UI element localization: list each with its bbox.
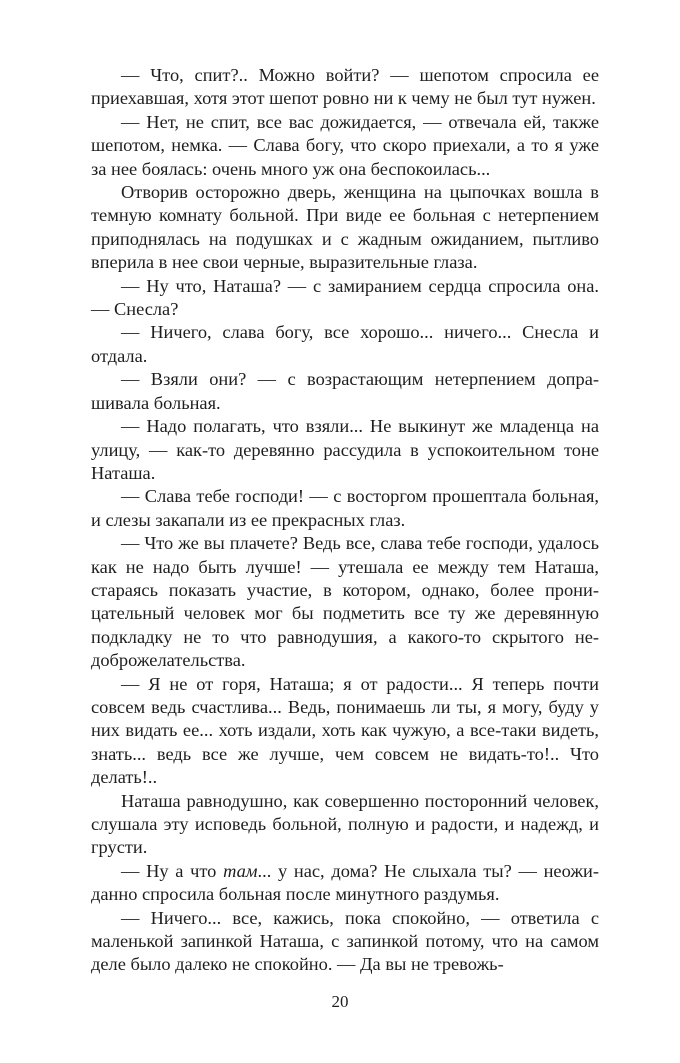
main-text — [91, 64, 599, 977]
paragraph-12-after: ... у нас, дома? Не слыхала ты? — неожиданно спросила больная после минутного раздумья. — [91, 860, 599, 905]
paragraph-1: — Что, спит?.. Можно войти? — шепотом спросила ее приехавшая, хотя этот шепот ровно ни к чему не был тут нужен. — [91, 65, 599, 109]
paragraph-7: — Надо полагать, что взяли... Не выкинут же младенца на улицу, — как-то деревянно рассудила в успокоительном тоне Наташа. — [91, 416, 599, 483]
paragraph-9: — Что же вы плачете? Ведь все, слава тебе господи, удалось как не надо быть лучше! — утешала ее между тем Наташа, стараясь показать участие, в котором, однако, более проницательный человек мог бы подметить все ту же деревянную подкладку не то что равнодушия, а какого-то скрытого недоброжелательства. — [91, 533, 599, 671]
page-number: 20 — [331, 992, 349, 1011]
paragraph-5: — Ничего, слава богу, все хорошо... ничего... Снесла и отдала. — [91, 322, 599, 366]
paragraph-10: — Я не от горя, Наташа; я от радости... Я теперь почти совсем ведь счастлива... Ведь, понимаешь ли ты, я могу, буду у них видать ее... хоть издали, хоть как чужую, а все-таки видеть, знать... ведь все же лучше, чем совсем не видать-то!.. Что делать!.. — [91, 673, 599, 788]
paragraph-3: Отворив осторожно дверь, женщина на цыпочках вошла в темную комнату больной. При виде ее больная с нетерпением приподнялась на подушках и с жадным ожиданием, пытливо вперила в нее свои черные, выразительные глаза. — [91, 182, 599, 273]
paragraph-13: — Ничего... все, кажись, пока спокойно, — ответила с маленькой запинкой Наташа, с запинкой потому, что на самом деле было далеко не спокойно. — Да вы не тревожь- — [91, 907, 599, 975]
paragraph-8: — Слава тебе господи! — с восторгом прошептала больная, и слезы закапали из ее прекрасных глаз. — [91, 486, 599, 530]
paragraph-11: Наташа равнодушно, как совершенно посторонний человек, слушала эту исповедь больной, полную и радости, и надежд, и грусти. — [91, 790, 599, 858]
paragraph-12-italic: там — [223, 860, 258, 881]
paragraph-6: — Взяли они? — с возрастающим нетерпением допрашивала больная. — [91, 369, 599, 413]
paragraph-2: — Нет, не спит, все вас дожидается, — отвечала ей, также шепотом, немка. — Слава богу, что скоро приехали, а то я уже за нее боялась: очень много уж она беспокоилась... — [91, 111, 599, 179]
paragraph-4: — Ну что, Наташа? — с замиранием сердца спросила она. — Снесла? — [91, 275, 599, 320]
paragraph-12 — [91, 860, 599, 907]
paragraph-12-before: — Ну а что — [121, 860, 224, 881]
